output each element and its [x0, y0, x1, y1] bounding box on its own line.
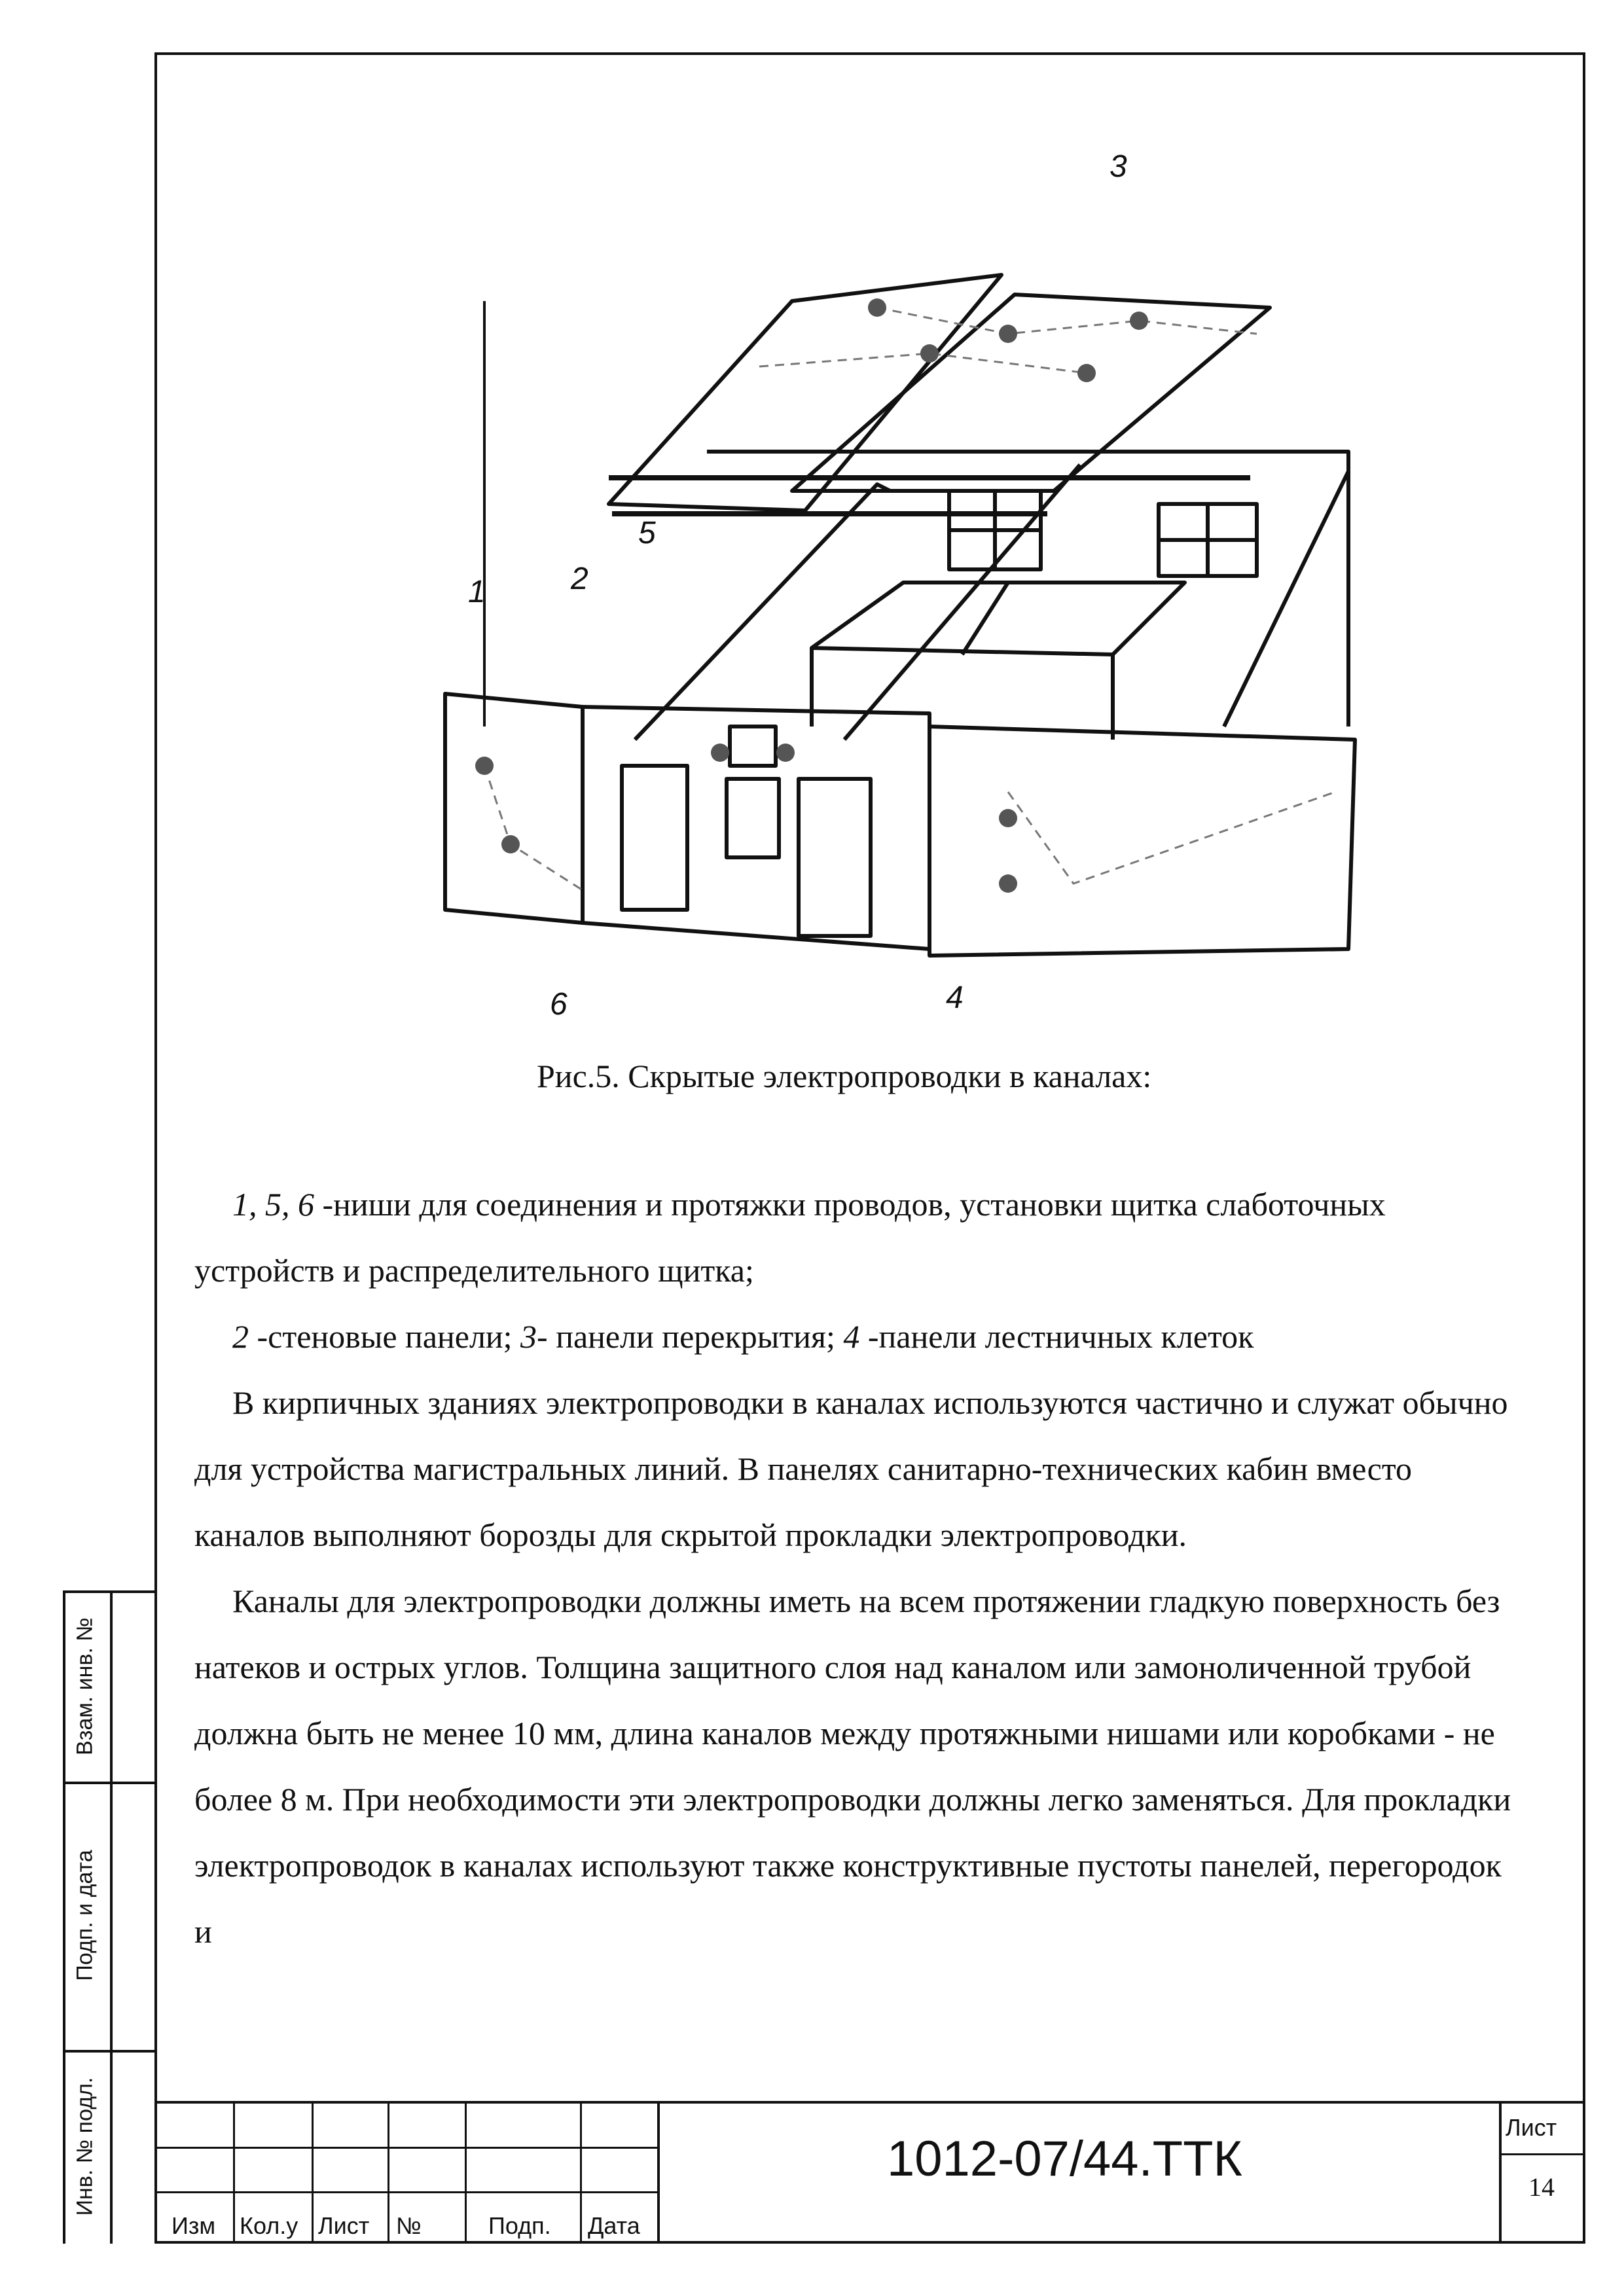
legend-text-4: -панели лестничных клеток: [859, 1318, 1254, 1355]
stamp-inv: Инв. № подл.: [72, 2077, 98, 2216]
tb-header-list: Лист: [318, 2212, 370, 2239]
legend-line-2: [194, 1304, 1523, 1370]
body-paragraph: Каналы для электропроводки должны иметь на всем протяжении гладкую поверхность без натеков и острых углов. Толщина защитного слоя над каналом или замоноличенной трубой должна быть не менее 10 мм, длина каналов между протяжными нишами или коробками - не более 8 м. При необходимости эти электропроводки должны легко заменяться. Для прокладки электропроводок в каналах используют также конструктивные пустоты панелей, перегородок и: [194, 1583, 1511, 1950]
tb-col-sheet: [1499, 2101, 1502, 2244]
stamp-divider: [110, 1590, 113, 2244]
legend-num-4: 4: [843, 1318, 860, 1355]
legend-text-2: -стеновые панели;: [249, 1318, 521, 1355]
tb-col-1: [233, 2101, 235, 2244]
figure-caption: Рис.5. Скрытые электропроводки в каналах:: [537, 1058, 1152, 1094]
tb-col-2: [312, 2101, 314, 2244]
sheet-number: 14: [1528, 2172, 1555, 2202]
body-paragraph: В кирпичных зданиях электропроводки в каналах используются частично и служат обычно для устройства магистральных линий. В панелях санитарно-технических кабин вместо каналов выполняют борозды для скрытой прокладки электропроводки.: [194, 1384, 1508, 1553]
legend-text-3: - панели перекрытия;: [537, 1318, 844, 1355]
tb-header-kolu: Кол.у: [240, 2212, 298, 2239]
tb-row-2: [154, 2191, 659, 2193]
stamp-outer-left: [63, 1590, 65, 2244]
tb-col-3: [388, 2101, 389, 2244]
tb-header-izm: Изм: [171, 2212, 216, 2239]
document-code: 1012-07/44.ТТК: [887, 2131, 1242, 2187]
legend-line-1: [194, 1172, 1523, 1304]
tb-header-num: №: [396, 2212, 422, 2239]
tb-top: [154, 2101, 1585, 2104]
callout-4: 4: [946, 980, 964, 1015]
stamp-sep-1: [63, 1782, 157, 1784]
stamp-podp: Подп. и дата: [72, 1850, 98, 1981]
tb-sheet-sep: [1499, 2153, 1585, 2155]
legend-text-1: -ниши для соединения и протяжки проводов, установки щитка слаботочных устройств и распределительного щитка;: [194, 1186, 1386, 1289]
legend-num-2: 2: [232, 1318, 249, 1355]
tb-col-6: [657, 2101, 660, 2244]
stamp-vzam: Взам. инв. №: [72, 1617, 98, 1755]
figure-legend: [194, 1172, 1523, 1965]
callout-2: 2: [571, 562, 588, 596]
sheet-label: Лист: [1506, 2114, 1557, 2141]
tb-header-data: Дата: [588, 2212, 640, 2239]
hidden-wiring-figure: [419, 137, 1440, 1028]
tb-header-podp: Подп.: [488, 2212, 551, 2239]
callout-6: 6: [550, 987, 568, 1022]
callout-1: 1: [468, 575, 486, 609]
callout-3: 3: [1110, 149, 1127, 184]
callout-5: 5: [638, 516, 656, 550]
tb-col-5: [580, 2101, 582, 2244]
tb-row-1: [154, 2147, 659, 2149]
tb-col-4: [465, 2101, 467, 2244]
legend-num-3: 3: [520, 1318, 537, 1355]
legend-nums-1: 1, 5, 6: [232, 1186, 314, 1223]
